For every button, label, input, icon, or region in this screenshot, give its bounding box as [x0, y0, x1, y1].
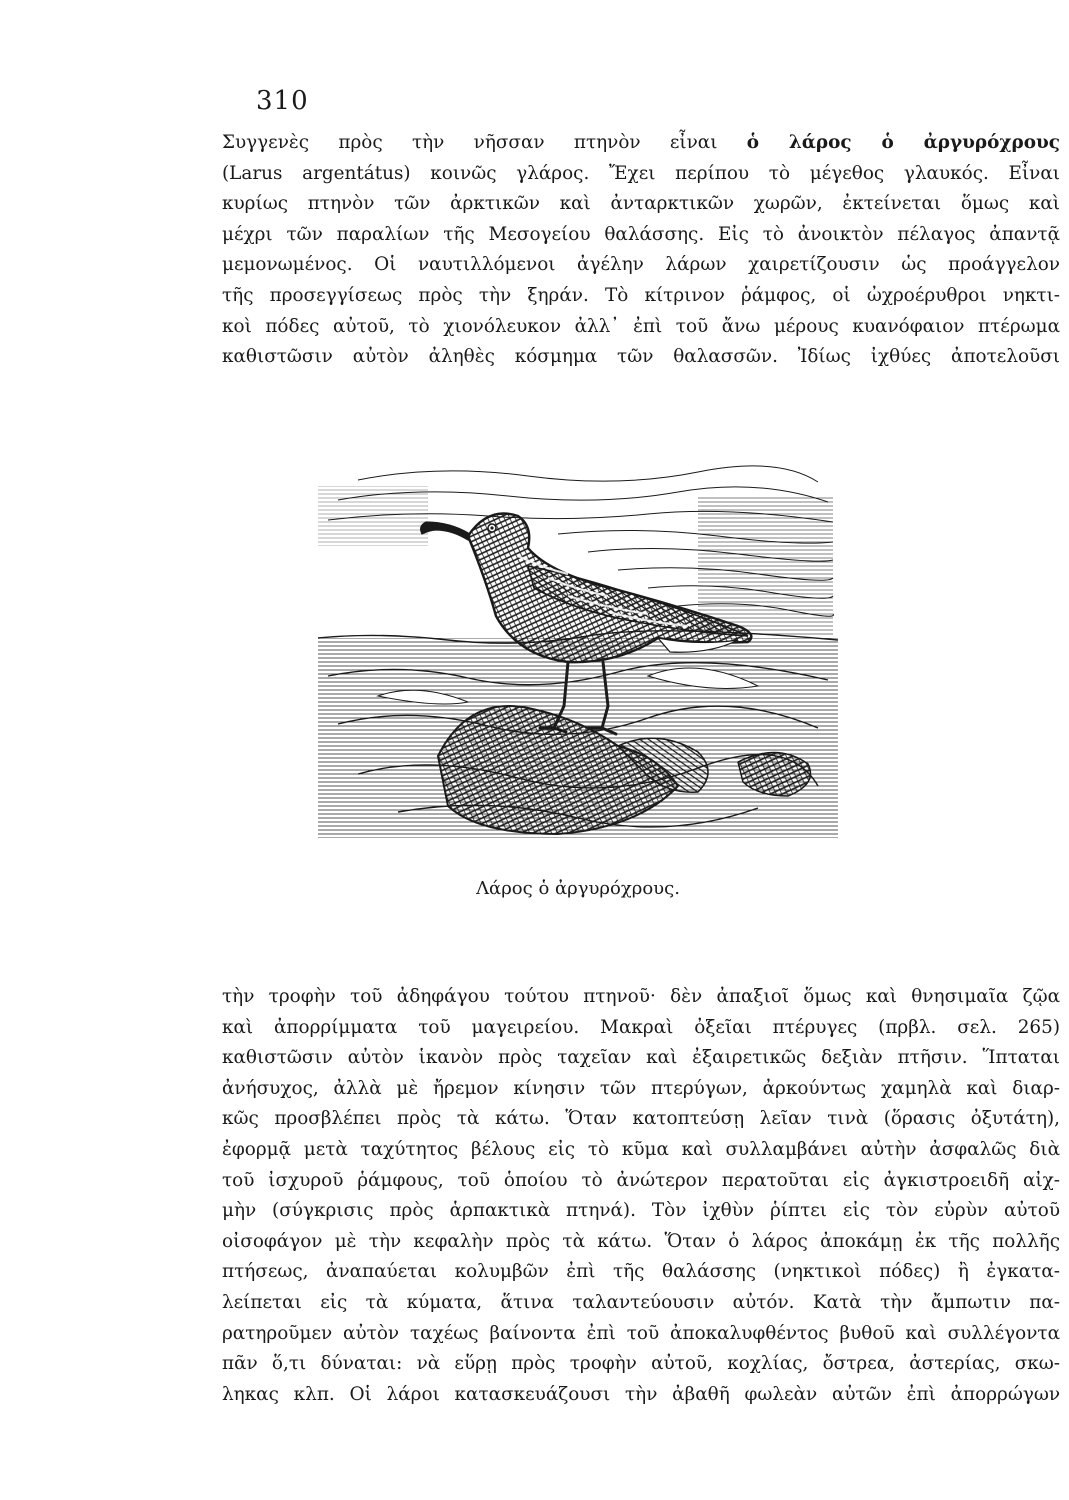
text-run: Συγγενὲς πρὸς τὴν νῆσσαν πτηνὸν εἶναι: [222, 132, 747, 153]
text-line: [222, 128, 1060, 159]
paragraph-bottom: [222, 982, 1060, 1410]
text-line: (Larus argentátus) κοινῶς γλάρος. Ἔχει περίπου τὸ μέγεθος γλαυκός. Εἶναι: [222, 162, 1060, 184]
page-number: 310: [256, 86, 309, 116]
text-line: τοῦ ἰσχυροῦ ῥάμφους, τοῦ ὁποίου τὸ ἀνώτερον περατοῦται εἰς ἀγκιστροειδῆ αἰχ-: [222, 1169, 1060, 1191]
text-line: τῆς προσεγγίσεως πρὸς τὴν ξηράν. Τὸ κίτρινον ῥάμφος, οἱ ὠχροέρυθροι νηκτι-: [222, 284, 1060, 306]
text-line: ρατηροῦμεν αὐτὸν ταχέως βαίνοντα ἐπὶ τοῦ ἀποκαλυφθέντος βυθοῦ καὶ συλλέγοντα: [222, 1322, 1060, 1344]
paragraph-top: [222, 128, 1060, 373]
text-line: κοὶ πόδες αὐτοῦ, τὸ χιονόλευκον ἀλλ᾽ ἐπὶ τοῦ ἄνω μέρους κυανόφαιον πτέρωμα: [222, 315, 1060, 337]
text-line: πᾶν ὅ,τι δύναται: νὰ εὕρῃ πρὸς τροφὴν αὐτοῦ, κοχλίας, ὄστρεα, ἀστερίας, σκω-: [222, 1353, 1060, 1375]
text-line: κῶς προσβλέπει πρὸς τὰ κάτω. Ὅταν κατοπτεύσῃ λεῖαν τινὰ (ὅρασις ὀξυτάτη),: [222, 1108, 1060, 1130]
gull-engraving: [318, 456, 838, 856]
text-line: κυρίως πτηνὸν τῶν ἀρκτικῶν καὶ ἀνταρκτικῶν χωρῶν, ἐκτείνεται ὅμως καὶ: [222, 193, 1060, 215]
text-line: μέχρι τῶν παραλίων τῆς Μεσογείου θαλάσσης. Εἰς τὸ ἀνοικτὸν πέλαγος ἀπαντᾷ: [222, 223, 1060, 245]
text-line: καὶ ἀπορρίμματα τοῦ μαγειρείου. Μακραὶ ὀξεῖαι πτέρυγες (πρβλ. σελ. 265): [222, 1016, 1060, 1038]
figure-caption: Λάρος ὁ ἀργυρόχρους.: [476, 878, 680, 899]
text-line: μὴν (σύγκρισις πρὸς ἁρπακτικὰ πτηνά). Τὸν ἰχθὺν ῥίπτει εἰς τὸν εὐρὺν αὐτοῦ: [222, 1200, 1060, 1222]
text-line: καθιστῶσιν αὐτὸν ἀληθὲς κόσμημα τῶν θαλασσῶν. Ἰδίως ἰχθύες ἀποτελοῦσι: [222, 346, 1060, 368]
text-line: ἐφορμᾷ μετὰ ταχύτητος βέλους εἰς τὸ κῦμα καὶ συλλαμβάνει αὐτὴν ἀσφαλῶς διὰ: [222, 1138, 1060, 1160]
text-line: ληκας κλπ. Οἱ λάροι κατασκευάζουσι τὴν ἀβαθῆ φωλεὰν αὐτῶν ἐπὶ ἀπορρώγων: [222, 1383, 1060, 1405]
text-line: μεμονωμένος. Οἱ ναυτιλλόμενοι ἀγέλην λάρων χαιρετίζουσιν ὡς προάγγελον: [222, 254, 1060, 276]
text-line: καθιστῶσιν αὐτὸν ἱκανὸν πρὸς ταχεῖαν καὶ ἐξαιρετικῶς δεξιὰν πτῆσιν. Ἵπταται: [222, 1047, 1060, 1069]
text-line: ἀνήσυχος, ἀλλὰ μὲ ἤρεμον κίνησιν τῶν πτερύγων, ἀρκούντως χαμηλὰ καὶ διαρ-: [222, 1077, 1060, 1099]
text-line: λείπεται εἰς τὰ κύματα, ἅτινα ταλαντεύουσιν αὐτόν. Κατὰ τὴν ἄμπωτιν πα-: [222, 1291, 1060, 1313]
species-name: ὁ λάρος ὁ ἀργυρόχρους: [746, 132, 1060, 153]
text-line: τὴν τροφὴν τοῦ ἀδηφάγου τούτου πτηνοῦ· δὲν ἀπαξιοῖ ὅμως καὶ θνησιμαῖα ζῷα: [222, 986, 1060, 1007]
text-line: οἰσοφάγον μὲ τὴν κεφαλὴν πρὸς τὰ κάτω. Ὅταν ὁ λάρος ἀποκάμῃ ἐκ τῆς πολλῆς: [222, 1230, 1060, 1252]
text-line: πτήσεως, ἀναπαύεται κολυμβῶν ἐπὶ τῆς θαλάσσης (νηκτικοὶ πόδες) ἢ ἐγκατα-: [222, 1261, 1060, 1283]
